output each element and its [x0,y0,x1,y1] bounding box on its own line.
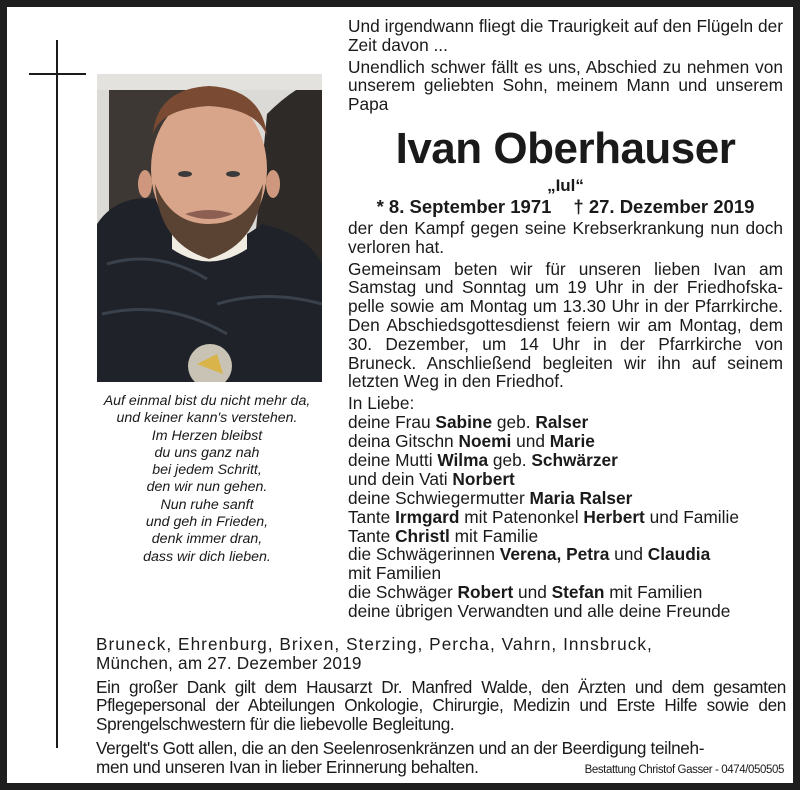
places-date-line: München, am 27. Dezember 2019 [96,652,362,673]
services-text: Gemeinsam beten wir für unseren lieben Ivan am Samstag und Sonntag um 19 Uhr in der Friedhofskapelle sowie am Montag um 13.30 Uhr in der Pfarrkirche. Den Abschiedsgottesdienst feiern wir am Montag, dem 30. Dezember, um 14 Uhr in der Pfarrkirche von Bruneck. Anschließend begleiten wir ihn auf seinem letzten Weg in den Friedhof. [348,258,783,392]
cross-icon [56,40,58,748]
birth-date: * 8. September 1971 [376,195,552,217]
life-dates [348,196,783,218]
mourner-line: deine übrigen Verwandten und alle deine Freunde [348,601,731,622]
main-text-column [348,17,783,621]
poem-line: bei jedem Schritt, [152,462,262,479]
poem-line: den wir nun gehen. [146,479,268,496]
mourner-line: Tante Christl mit Familie [348,525,539,546]
mourner-line: deine Schwiegermutter Maria Ralser [348,487,633,508]
poem-line: und keiner kann's verstehen. [116,410,298,427]
deceased-nickname: „Iul“ [547,175,584,195]
poem-line: Nun ruhe sanft [160,496,254,513]
gratitude-line: men und unseren Ivan in lieber Erinnerung behalten. [96,756,479,777]
mourner-line: die Schwägerinnen Verena, Petra und Claudia [348,544,711,565]
intro-quote: Und irgendwann fliegt die Traurigkeit auf den Flügeln der Zeit davon ... [348,16,783,55]
deceased-name: Ivan Oberhauser [395,123,736,173]
death-date: † 27. Dezember 2019 [573,195,755,217]
poem-line: denk immer dran, [151,531,263,548]
poem-line: und geh in Frieden, [145,514,269,531]
places-and-date [96,635,786,673]
gratitude-text [96,739,786,777]
announcement: Unendlich schwer fällt es uns, Abschied zu nehmen von unserem geliebten Sohn, meinem Mann und unserem Papa [348,56,783,115]
funeral-home-credit: Bestattung Christof Gasser - 0474/050505 [584,763,784,776]
memorial-poem [89,393,325,566]
mourner-line: mit Familien [348,563,442,584]
poem-line: dass wir dich lieben. [143,548,271,565]
footer-section [96,635,786,777]
poem-line: Auf einmal bist du nicht mehr da, [103,393,311,409]
portrait-photo [97,74,322,382]
mourner-line: die Schwäger Robert und Stefan mit Familien [348,582,703,603]
mourner-line: deina Gitschn Noemi und Marie [348,430,595,451]
places-line: Bruneck, Ehrenburg, Brixen, Sterzing, Percha, Vahrn, Innsbruck, [96,634,653,654]
thanks-text: Ein großer Dank gilt dem Hausarzt Dr. Manfred Walde, den Ärzten und dem gesamten Pflegepersonal der Abteilungen Onkologie, Chirurgie, Medizin und Erste Hilfe sowie den Sprengelschwestern für die liebevolle Begleitung. [96,676,786,735]
cross-icon-bar [29,73,86,75]
gratitude-line: Vergelt's Gott allen, die an den Seelenrosenkränzen und an der Beerdigung teilneh- [96,737,705,758]
mourner-line: deine Frau Sabine geb. Ralser [348,412,589,433]
poem-line: Im Herzen bleibst [151,427,263,444]
poem-line: du uns ganz nah [154,444,260,461]
mourner-line: Tante Irmgard mit Patenonkel Herbert und Familie [348,506,739,527]
mourners-heading: In Liebe: [348,393,415,414]
cause-text: der den Kampf gegen seine Krebserkrankung nun doch verloren hat. [348,217,783,257]
mourner-line: deine Mutti Wilma geb. Schwärzer [348,449,618,470]
mourner-line: und dein Vati Norbert [348,468,515,489]
mourners-list [348,394,783,621]
obituary-card [7,7,793,783]
